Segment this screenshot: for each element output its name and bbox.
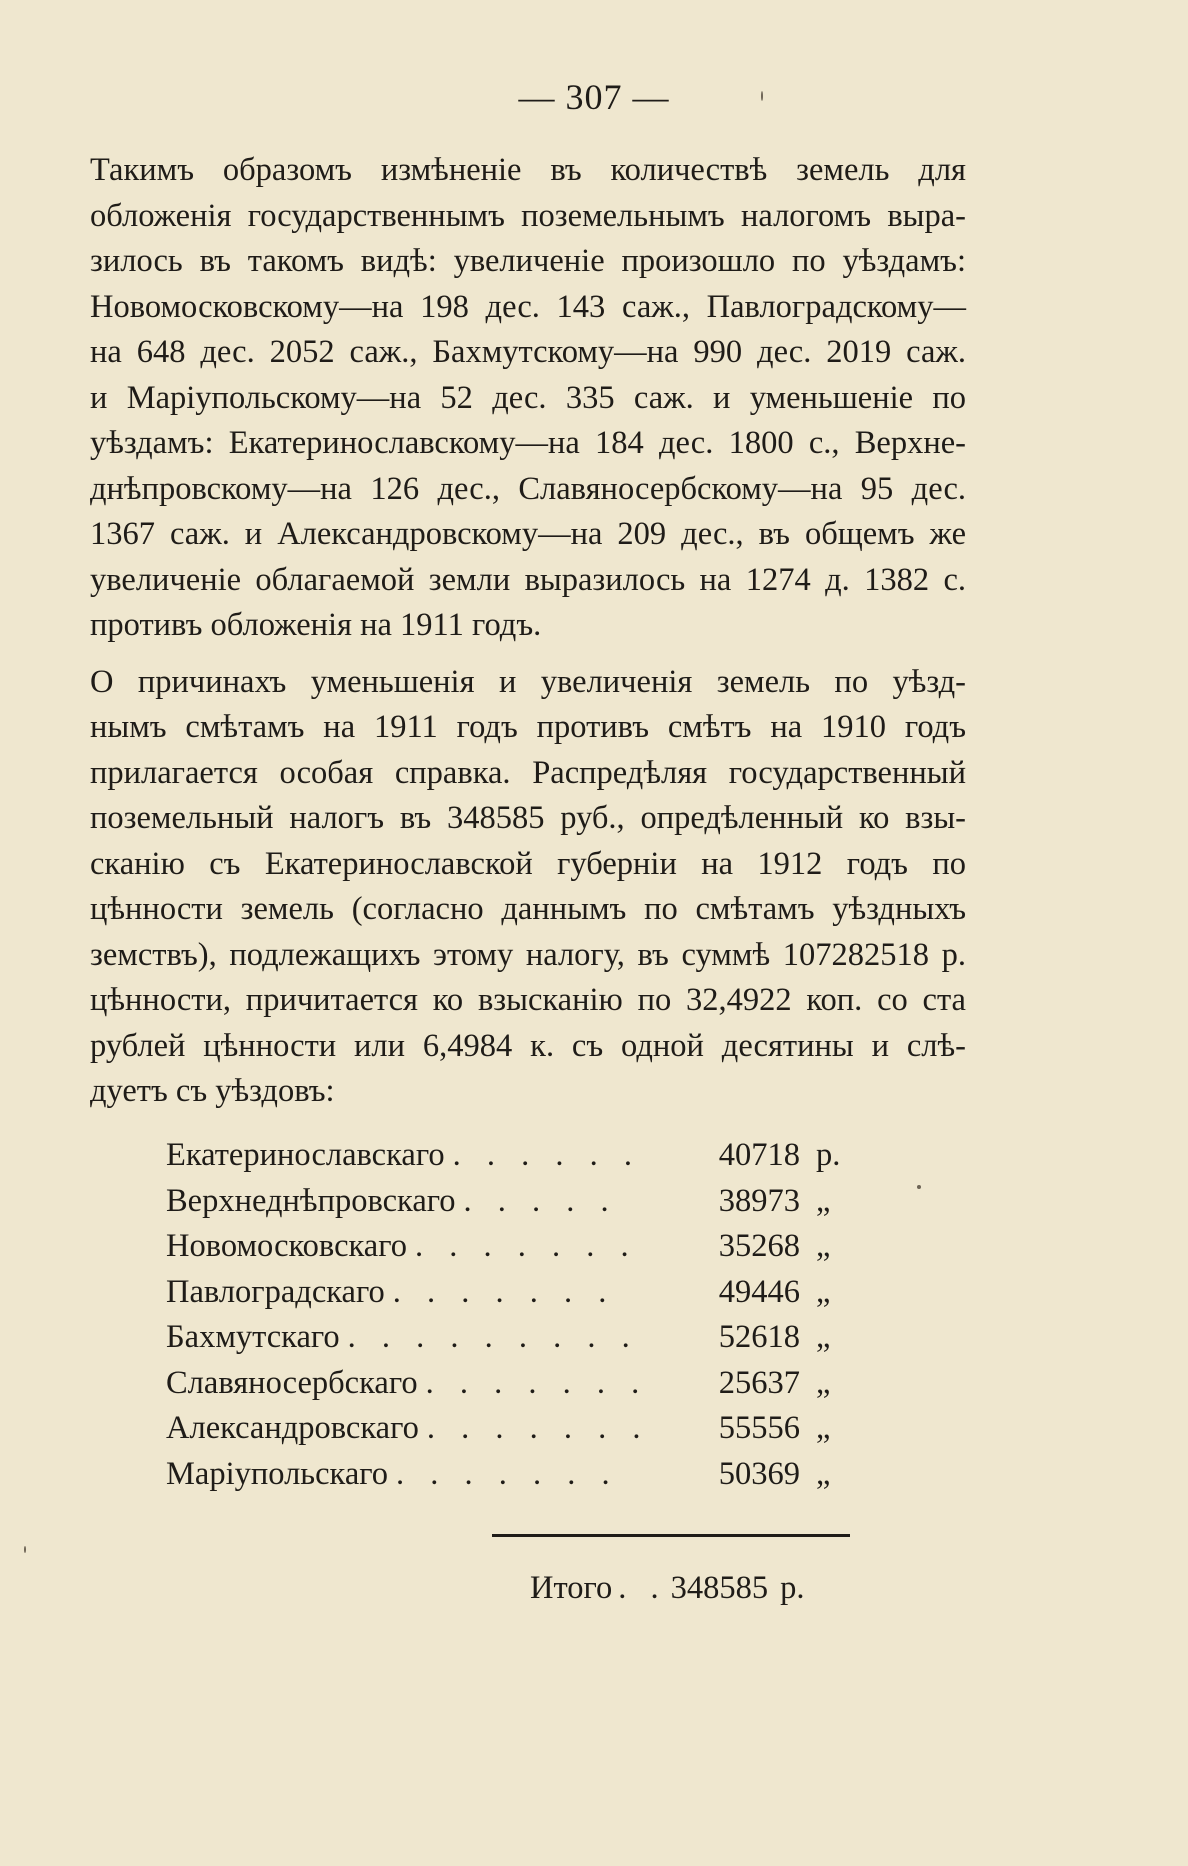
text-line: нымъ смѣтамъ на 1911 годъ противъ смѣтъ на 1910 годъ: [90, 709, 966, 745]
total-row: [530, 1570, 805, 1607]
leader-dots: . . . . . . . . .: [347, 1319, 639, 1355]
district-amount: 55556: [718, 1410, 800, 1446]
district-row: [166, 1274, 856, 1320]
district-name: Верхнеднѣпровскаго: [166, 1182, 456, 1219]
district-row: [166, 1319, 856, 1365]
text-line: Такимъ образомъ измѣненіе въ количествѣ земель для: [90, 152, 966, 188]
page-number: — 307 —: [518, 77, 670, 117]
district-amount: 38973: [718, 1182, 800, 1219]
leader-dots: . .: [618, 1570, 667, 1606]
text-line: поземельный налогъ въ 348585 руб., опредѣленный ко взы-: [90, 800, 966, 836]
district-unit: „: [816, 1455, 831, 1492]
district-unit: „: [816, 1228, 831, 1264]
text-line: и Маріупольскому—на 52 дес. 335 саж. и уменьшеніе по: [90, 379, 966, 416]
district-unit: „: [816, 1410, 831, 1446]
body-text: [30, 148, 966, 1115]
district-amount: 49446: [718, 1273, 800, 1310]
paragraph-2: [30, 660, 966, 1115]
total-amount: 348585: [670, 1570, 769, 1606]
district-name: Бахмутскаго: [166, 1319, 340, 1355]
total-label: Итого: [530, 1570, 613, 1606]
district-name: Новомосковскаго: [166, 1228, 407, 1264]
text-line: обложенія государственнымъ поземельнымъ налогомъ выра-: [90, 197, 966, 234]
paper-speck: [917, 1185, 921, 1189]
district-row: [166, 1365, 856, 1411]
leader-dots: . . . . .: [463, 1182, 618, 1219]
text-line: Новомосковскому—на 198 дес. 143 саж., Павлоградскому—: [90, 288, 966, 325]
district-unit: „: [816, 1319, 831, 1355]
text-line: зилось въ такомъ видѣ: увеличеніе произошло по уѣздамъ:: [90, 243, 966, 279]
text-line: увеличеніе облагаемой земли выразилось на 1274 д. 1382 с.: [90, 561, 966, 598]
district-name: Екатеринославскаго: [166, 1137, 445, 1173]
paragraph-1: [30, 148, 966, 649]
leader-dots: . . . . . . .: [396, 1455, 619, 1492]
total-unit: р.: [780, 1570, 805, 1606]
district-row: [166, 1228, 856, 1274]
district-unit: „: [816, 1273, 831, 1310]
paper-speck: [761, 91, 763, 101]
text-line: цѣнности земель (согласно даннымъ по смѣтамъ уѣздныхъ: [90, 891, 966, 927]
district-amount: 35268: [718, 1228, 800, 1264]
district-amount: 25637: [718, 1364, 800, 1401]
district-row: [166, 1183, 856, 1229]
text-line: О причинахъ уменьшенія и увеличенія земель по уѣзд-: [90, 663, 966, 700]
district-name: Маріупольскаго: [166, 1455, 389, 1492]
district-name: Александровскаго: [166, 1410, 419, 1446]
text-line: 1367 саж. и Александровскому—на 209 дес., въ общемъ же: [90, 516, 966, 552]
district-unit: р.: [816, 1137, 841, 1173]
leader-dots: . . . . . . .: [426, 1410, 650, 1446]
text-line: противъ обложенія на 1911 годъ.: [90, 607, 542, 643]
leader-dots: . . . . . .: [452, 1137, 641, 1173]
district-unit: „: [816, 1182, 831, 1219]
text-line: дуетъ съ уѣздовъ:: [90, 1073, 335, 1109]
text-line: земствъ), подлежащихъ этому налогу, въ суммѣ 107282518 р.: [90, 936, 966, 973]
text-line: прилагается особая справка. Распредѣляя государственный: [90, 754, 966, 791]
text-line: цѣнности, причитается ко взысканію по 32,4922 коп. со ста: [90, 982, 966, 1018]
district-amount: 40718: [718, 1137, 800, 1173]
total-rule: [492, 1534, 850, 1537]
text-line: днѣпровскому—на 126 дес., Славяносербскому—на 95 дес.: [90, 470, 966, 507]
district-amount: 52618: [718, 1319, 800, 1355]
text-line: уѣздамъ: Екатеринославскому—на 184 дес. 1800 с., Верхне-: [90, 425, 966, 461]
district-amount: 50369: [718, 1455, 800, 1492]
text-line: на 648 дес. 2052 саж., Бахмутскому—на 990 дес. 2019 саж.: [90, 334, 966, 370]
text-line: сканію съ Екатеринославской губерніи на 1912 годъ по: [90, 845, 966, 882]
leader-dots: . . . . . . .: [415, 1228, 638, 1264]
district-name: Славяносербскаго: [166, 1364, 418, 1401]
paper-speck: [24, 1546, 26, 1553]
leader-dots: . . . . . . .: [392, 1273, 616, 1310]
leader-dots: . . . . . . .: [425, 1364, 649, 1401]
text-line: рублей цѣнности или 6,4984 к. съ одной десятины и слѣ-: [90, 1027, 966, 1064]
district-unit: „: [816, 1364, 831, 1401]
district-row: [166, 1410, 856, 1456]
district-name: Павлоградскаго: [166, 1273, 385, 1310]
district-row: [166, 1456, 856, 1502]
district-list: [166, 1137, 856, 1501]
district-row: [166, 1137, 856, 1183]
